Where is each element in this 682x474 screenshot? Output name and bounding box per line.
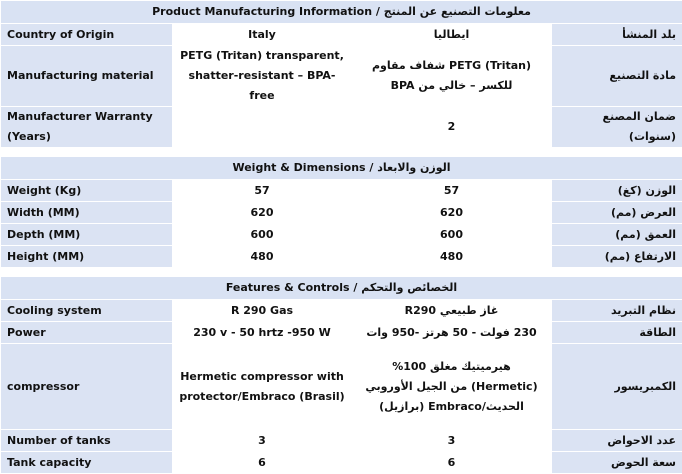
value-en: 600 [173,224,352,246]
label-en: Cooling system [1,300,173,322]
value-ar-text: 6 [448,453,456,473]
label-ar: الوزن (كغ) [552,180,682,202]
spacer-cell [1,148,682,157]
label-ar: ضمان المصنع (سنوات) [552,107,682,148]
spec-row [1,224,682,246]
value-ar [352,300,552,322]
spec-row [1,202,682,224]
spec-row [1,107,682,148]
value-ar-text: هيرميتيك مغلق 100% (Hermetic) من الجيل الأوروبي الحديث/Embraco (برازيل) [358,357,545,417]
label-ar: مادة التصنيع [552,46,682,107]
spec-row [1,46,682,107]
section-spacer [1,148,682,157]
label-en: Country of Origin [1,24,173,46]
value-en: 3 [173,430,352,452]
value-ar [352,202,552,224]
value-ar-text: غاز طبيعي R290 [405,301,499,321]
value-en: Hermetic compressor with protector/Embraco (Brasil) [173,344,352,430]
value-en: 620 [173,202,352,224]
value-ar [352,107,552,148]
spec-row [1,24,682,46]
label-en: Power [1,322,173,344]
value-en: PETG (Tritan) transparent, shatter-resistant – BPA-free [173,46,352,107]
spec-row [1,300,682,322]
label-en: Height (MM) [1,246,173,268]
label-ar: الارتفاع (مم) [552,246,682,268]
value-ar [352,224,552,246]
value-en: R 290 Gas [173,300,352,322]
section-header-row [1,1,682,24]
value-en [173,107,352,148]
spec-row [1,322,682,344]
value-ar [352,430,552,452]
section-header-row [1,157,682,180]
label-ar: العمق (مم) [552,224,682,246]
value-ar-text: 3 [448,431,456,451]
label-ar: سعة الحوض [552,452,682,474]
value-ar [352,322,552,344]
value-ar-text: 230 فولت - 50 هرتز -950 وات [366,323,536,343]
label-en: compressor [1,344,173,430]
value-ar [352,452,552,474]
label-ar: الكمبريسور [552,344,682,430]
label-en: Manufacturer Warranty (Years) [1,107,173,148]
section-title: Product Manufacturing Information / معلومات التصنيع عن المنتج [1,1,682,24]
value-ar-text: 480 [440,247,463,267]
label-en: Depth (MM) [1,224,173,246]
spec-row [1,452,682,474]
value-ar [352,344,552,430]
label-en: Number of tanks [1,430,173,452]
spacer-cell [1,268,682,277]
label-en: Width (MM) [1,202,173,224]
section-header-row [1,277,682,300]
value-ar-text: 57 [444,181,459,201]
value-en: Italy [173,24,352,46]
value-ar-text: 2 [448,117,456,137]
value-ar [352,246,552,268]
spec-row [1,180,682,202]
value-ar-text: PETG (Tritan) شفاف مقاوم للكسر – خالي من BPA [358,56,545,96]
label-en: Weight (Kg) [1,180,173,202]
value-ar-text: 620 [440,203,463,223]
value-ar-text: ايطاليا [434,25,470,45]
value-ar-text: 600 [440,225,463,245]
value-en: 480 [173,246,352,268]
value-ar [352,24,552,46]
spec-row [1,246,682,268]
label-ar: عدد الاحواض [552,430,682,452]
label-ar: العرض (مم) [552,202,682,224]
value-en: 6 [173,452,352,474]
section-spacer [1,268,682,277]
spec-row [1,344,682,430]
value-en: 57 [173,180,352,202]
label-ar: نظام التبريد [552,300,682,322]
value-ar [352,46,552,107]
label-ar: بلد المنشأ [552,24,682,46]
spec-row [1,430,682,452]
section-title: Weight & Dimensions / الوزن والابعاد [1,157,682,180]
label-ar: الطاقة [552,322,682,344]
spec-table-body [1,1,682,474]
label-en: Tank capacity [1,452,173,474]
label-en: Manufacturing material [1,46,173,107]
value-ar [352,180,552,202]
value-en: 230 v - 50 hrtz -950 W [173,322,352,344]
section-title: Features & Controls / الخصائص والتحكم [1,277,682,300]
